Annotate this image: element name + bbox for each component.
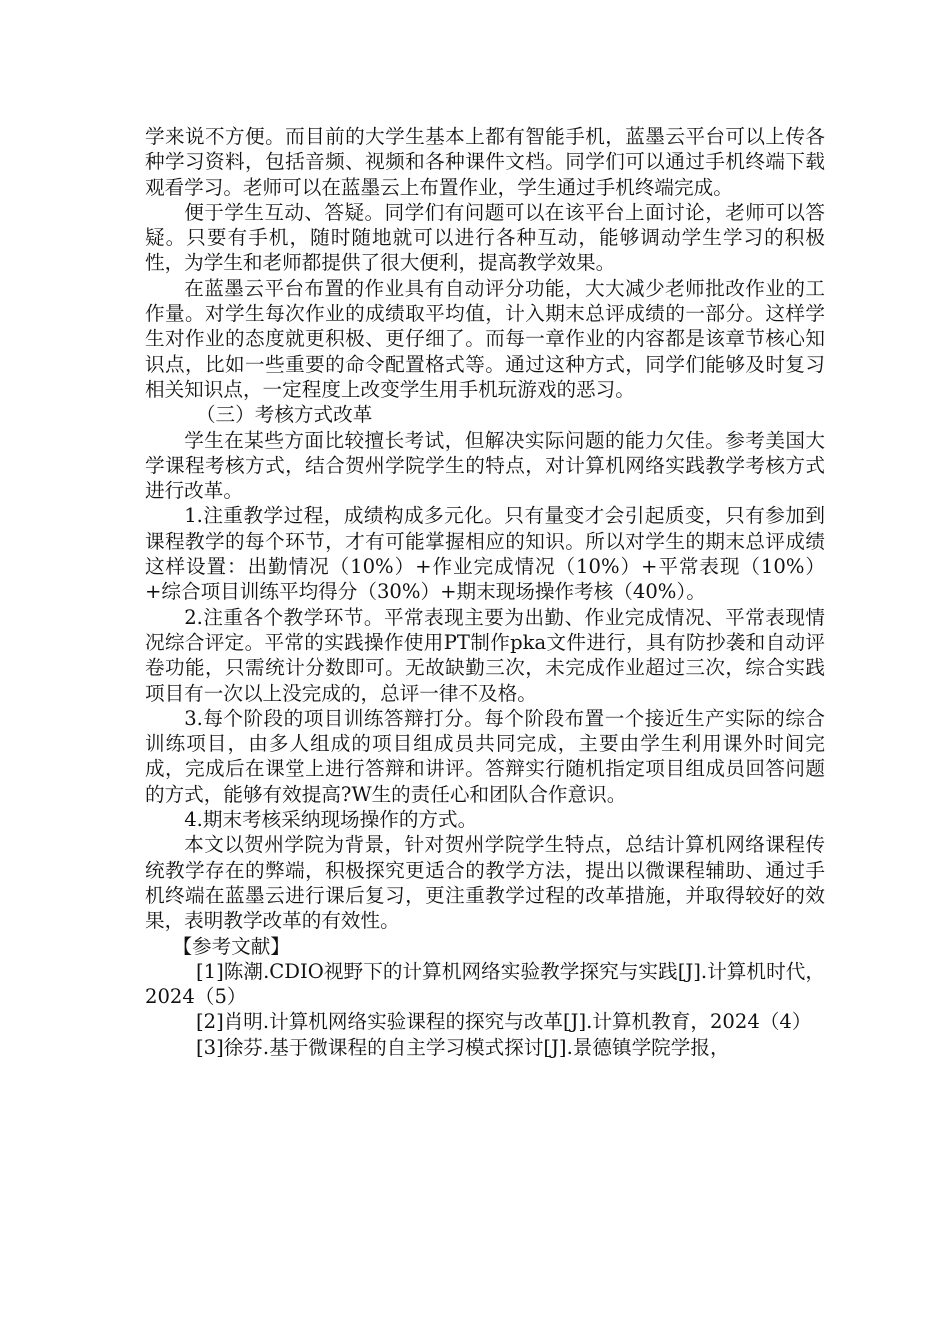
reference-item-2: [2]肖明.计算机网络实验课程的探究与改革[J].计算机教育，2024（4）: [195, 1010, 812, 1034]
paragraph-point-4: 4.期末考核采纳现场操作的方式。: [184, 808, 478, 832]
reference-item-3: [3]徐芬.基于微课程的自主学习模式探讨[J].景德镇学院学报，: [195, 1035, 730, 1059]
reference-item-1: [1]陈潮.CDIO视野下的计算机网络实验教学探究与实践[J].计算机时代，2024（5）: [145, 959, 825, 1009]
paragraph-point-2: 2.注重各个教学环节。平常表现主要为出勤、作业完成情况、平常表现情况综合评定。平常的实践操作使用PT制作pka文件进行，具有防抄袭和自动评卷功能，只需统计分数即可。无故缺勤三次，未完成作业超过三次，综合实践项目有一次以上没完成的，总评一律不及格。: [145, 605, 825, 705]
paragraph-platform-resources: 学来说不方便。而目前的大学生基本上都有智能手机，蓝墨云平台可以上传各种学习资料，包括音频、视频和各种课件文档。同学们可以通过手机终端下载观看学习。老师可以在蓝墨云上布置作业，学生通过手机终端完成。: [145, 125, 825, 199]
paragraph-assessment-intro: 学生在某些方面比较擅长考试，但解决实际问题的能力欠佳。参考美国大学课程考核方式，结合贺州学院学生的特点，对计算机网络实践教学考核方式进行改革。: [145, 428, 825, 503]
section-heading-assessment-reform: （三）考核方式改革: [195, 403, 373, 427]
references-heading: 【参考文献】: [172, 934, 290, 958]
paragraph-point-1: 1.注重教学过程，成绩构成多元化。只有量变才会引起质变，只有参加到课程教学的每个环节，才有可能掌握相应的知识。所以对学生的期末总评成绩这样设置：出勤情况（10%）+作业完成情况（10%）+平常表现（10%）+综合项目训练平均得分（30%）+期末现场操作考核（40%）。: [145, 504, 825, 604]
document-body: [145, 124, 825, 1060]
paragraph-interaction: 便于学生互动、答疑。同学们有问题可以在该平台上面讨论，老师可以答疑。只要有手机，随时随地就可以进行各种互动，能够调动学生学习的积极性，为学生和老师都提供了很大便利，提高教学效果。: [145, 200, 825, 275]
paragraph-conclusion: 本文以贺州学院为背景，针对贺州学院学生特点，总结计算机网络课程传统教学存在的弊端，积极探究更适合的教学方法，提出以微课程辅助、通过手机终端在蓝墨云进行课后复习，更注重教学过程的改革措施，并取得较好的效果，表明教学改革的有效性。: [145, 833, 825, 933]
paragraph-point-3: 3.每个阶段的项目训练答辩打分。每个阶段布置一个接近生产实际的综合训练项目，由多人组成的项目组成员共同完成，主要由学生利用课外时间完成，完成后在课堂上进行答辩和讲评。答辩实行随机指定项目组成员回答问题的方式，能够有效提高?W生的责任心和团队合作意识。: [145, 706, 825, 806]
paragraph-auto-grading: 在蓝墨云平台布置的作业具有自动评分功能，大大减少老师批改作业的工作量。对学生每次作业的成绩取平均值，计入期末总评成绩的一部分。这样学生对作业的态度就更积极、更仔细了。而每一章作业的内容都是该章节核心知识点，比如一些重要的命令配置格式等。通过这种方式，同学们能够及时复习相关知识点，一定程度上改变学生用手机玩游戏的恶习。: [145, 276, 825, 401]
